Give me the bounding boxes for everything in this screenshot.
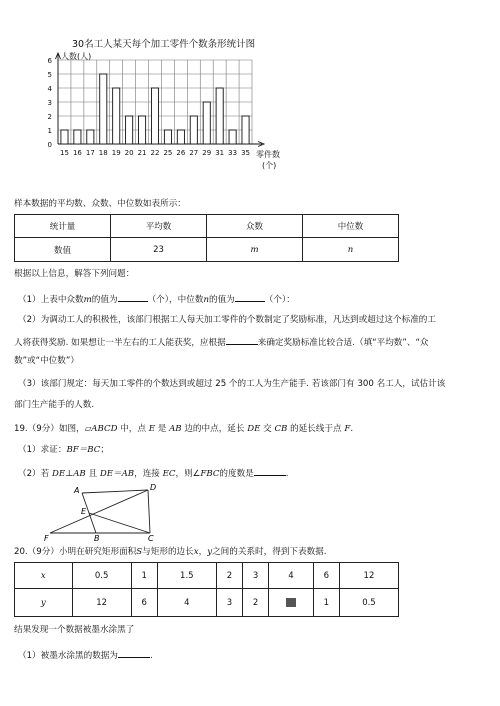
text: 之间的关系时，得到下表数据. <box>212 547 327 557</box>
xy-table <box>14 562 399 617</box>
text: 边的中点，延长 <box>181 424 248 434</box>
p18-q2-line1: （2）为调动工人的积极性，该部门根据工人每天加工零件的个数制定了奖励标准，凡达到或超过这个标准的工 <box>18 315 436 325</box>
x-tick-label: 35 <box>241 149 250 157</box>
text: F <box>344 424 351 434</box>
y-axis-label: 人数(人) <box>61 52 92 61</box>
xy-cell: 4 <box>157 589 216 617</box>
text: DE⊥AB <box>51 469 86 479</box>
var-m: m <box>83 295 92 305</box>
bar-chart <box>0 0 500 200</box>
p20-heading <box>14 546 327 558</box>
text: x <box>193 547 199 557</box>
bar <box>203 102 210 144</box>
text: （个）： <box>264 295 295 305</box>
stats-header: 平均数 <box>111 215 207 238</box>
text: ，连接 <box>134 469 163 479</box>
var-n: n <box>203 295 209 305</box>
xy-cell: 3 <box>242 563 268 589</box>
text: 20.（9分）小明在研究矩形面积 <box>14 547 137 557</box>
ink-blot <box>286 598 296 607</box>
label-D: D <box>150 483 157 492</box>
y-tick-label: 5 <box>47 71 52 79</box>
text: （个），中位数 <box>147 295 204 305</box>
x-tick-label: 25 <box>163 149 173 157</box>
x-tick-label: 17 <box>85 149 95 157</box>
p19-q1 <box>18 444 109 456</box>
xy-cell: 12 <box>339 563 398 589</box>
text: ，则∠ <box>175 469 201 479</box>
p18-q3-line2: 部门生产能手的人数. <box>14 400 95 410</box>
stats-mode: m <box>207 238 303 262</box>
p18-q2-line3: 数”或“中位数”） <box>14 356 79 366</box>
text: 的延长线于点 <box>287 424 345 434</box>
x-tick-label: 31 <box>215 149 225 157</box>
text: （1）被墨水涂黑的数据为 <box>18 651 118 661</box>
y-tick-label: 0 <box>47 141 52 149</box>
label-E: E <box>81 507 87 516</box>
x-axis-label: 零件数 <box>256 150 280 159</box>
p20-q1 <box>18 648 153 662</box>
text: 的度数是 <box>219 469 254 479</box>
xy-cell: 2 <box>242 589 268 617</box>
text: . <box>150 651 153 661</box>
p18-q3-line1: （3）该部门规定：每天加工零件的个数达到或超过 25 个的工人为生产能手. 若该部门有 300 名工人，试估计该 <box>18 379 446 389</box>
segment-DC <box>148 490 150 533</box>
text: DE <box>247 424 261 434</box>
x-tick-label: 16 <box>72 149 82 157</box>
p18-q1 <box>18 292 295 306</box>
xy-cell: 3 <box>216 589 242 617</box>
text: DE＝AB <box>99 469 135 479</box>
p19-heading <box>14 423 353 435</box>
text: 中，点 <box>117 424 149 434</box>
xy-cell: 6 <box>131 589 157 617</box>
xy-cell: 1 <box>313 589 339 617</box>
y-tick-label: 3 <box>47 99 52 107</box>
text: 且 <box>85 469 100 479</box>
x-tick-label: 20 <box>124 149 134 157</box>
answer-blank[interactable] <box>226 335 258 345</box>
bar <box>139 116 146 144</box>
x-tick-label: 26 <box>176 149 186 157</box>
xy-cell: 2 <box>216 563 242 589</box>
text: CB <box>274 424 288 434</box>
text: 的值为 <box>91 295 118 305</box>
p20-note: 结果发现一个数据被墨水涂黑了 <box>14 625 135 635</box>
segment-DF <box>50 490 148 533</box>
xy-cell: 1.5 <box>157 563 216 589</box>
xy-cell: 4 <box>269 563 314 589</box>
text: （2）若 <box>18 469 52 479</box>
answer-blank[interactable] <box>118 648 150 658</box>
x-tick-label: 21 <box>137 149 147 157</box>
p18-lead: 根据以上信息，解答下列问题： <box>14 269 135 279</box>
text: AB <box>169 424 182 434</box>
xy-cell: 6 <box>313 563 339 589</box>
bar <box>100 74 107 144</box>
ink-blot-cell <box>269 589 314 617</box>
bar <box>87 130 94 144</box>
x-tick-label: 15 <box>60 149 69 157</box>
text: . <box>350 424 354 434</box>
bar <box>126 116 133 144</box>
intro-text: 样本数据的平均数、众数、中位数如表所示： <box>14 199 186 209</box>
bar <box>61 130 68 144</box>
text: BF＝BC <box>66 445 101 455</box>
text: 交 <box>260 424 275 434</box>
parallelogram-figure <box>40 482 170 542</box>
stats-row-label: 数值 <box>15 238 111 262</box>
stats-mean: 23 <box>111 238 207 262</box>
text: FBC <box>200 469 220 479</box>
p19-q2 <box>18 466 289 480</box>
p18-q2-line2 <box>14 335 429 349</box>
bar <box>216 88 223 144</box>
text: 的值为 <box>208 295 235 305</box>
xy-cell: 1 <box>131 563 157 589</box>
stats-header: 中位数 <box>303 215 399 238</box>
stats-header: 统计量 <box>15 215 111 238</box>
text: （1）求证： <box>18 445 67 455</box>
text: （1）上表中众数 <box>18 295 84 305</box>
stats-median: n <box>303 238 399 262</box>
bar <box>242 116 249 144</box>
x-tick-label: 29 <box>202 149 212 157</box>
text: E <box>148 424 155 434</box>
label-B: B <box>94 534 100 542</box>
stats-header: 众数 <box>207 215 303 238</box>
text: 来确定奖励标准比较合适.（填“平均数”、“众 <box>257 338 429 348</box>
chart-title: 30名工人某天每个加工零件个数条形统计图 <box>72 39 256 50</box>
bar <box>229 130 236 144</box>
text: ； <box>100 445 109 455</box>
y-tick-label: 4 <box>47 85 52 93</box>
label-F: F <box>44 534 49 542</box>
text: 与矩形的边长 <box>142 547 194 557</box>
xy-row-label: y <box>15 589 73 617</box>
x-tick-label: 27 <box>189 149 199 157</box>
bar <box>113 88 120 144</box>
bar <box>177 130 184 144</box>
x-tick-label: 18 <box>98 149 108 157</box>
x-tick-label: 22 <box>150 149 160 157</box>
x-axis-unit-label: (个) <box>262 161 277 170</box>
text: 19.（9分）如图， <box>14 424 85 434</box>
text: 人将获得奖励. 如果想让一半左右的工人能获奖，应根据 <box>14 338 226 348</box>
text: ▱ABCD <box>84 424 118 434</box>
answer-blank[interactable] <box>235 292 265 302</box>
xy-cell: 12 <box>72 589 131 617</box>
text: 是 <box>155 424 170 434</box>
x-tick-label: 19 <box>111 149 121 157</box>
bar <box>164 130 171 144</box>
xy-row-label: x <box>15 563 73 589</box>
text: . <box>285 469 289 479</box>
stats-table <box>14 214 399 262</box>
text: y <box>207 547 213 557</box>
x-tick-label: 33 <box>228 149 238 157</box>
bar <box>74 130 81 144</box>
text: ， <box>198 547 208 557</box>
y-tick-label: 2 <box>47 113 52 121</box>
label-A: A <box>74 486 80 495</box>
bar <box>190 116 197 144</box>
xy-cell: 0.5 <box>72 563 131 589</box>
y-tick-label: 1 <box>47 127 52 135</box>
text: S <box>136 547 143 557</box>
text: EC <box>162 469 176 479</box>
segment-AD <box>82 490 148 493</box>
answer-blank[interactable] <box>254 466 286 476</box>
xy-cell: 0.5 <box>339 589 398 617</box>
segment-EC <box>89 513 150 533</box>
answer-blank[interactable] <box>118 292 148 302</box>
label-C: C <box>148 534 154 542</box>
y-tick-label: 6 <box>47 57 52 65</box>
bar <box>151 88 158 144</box>
